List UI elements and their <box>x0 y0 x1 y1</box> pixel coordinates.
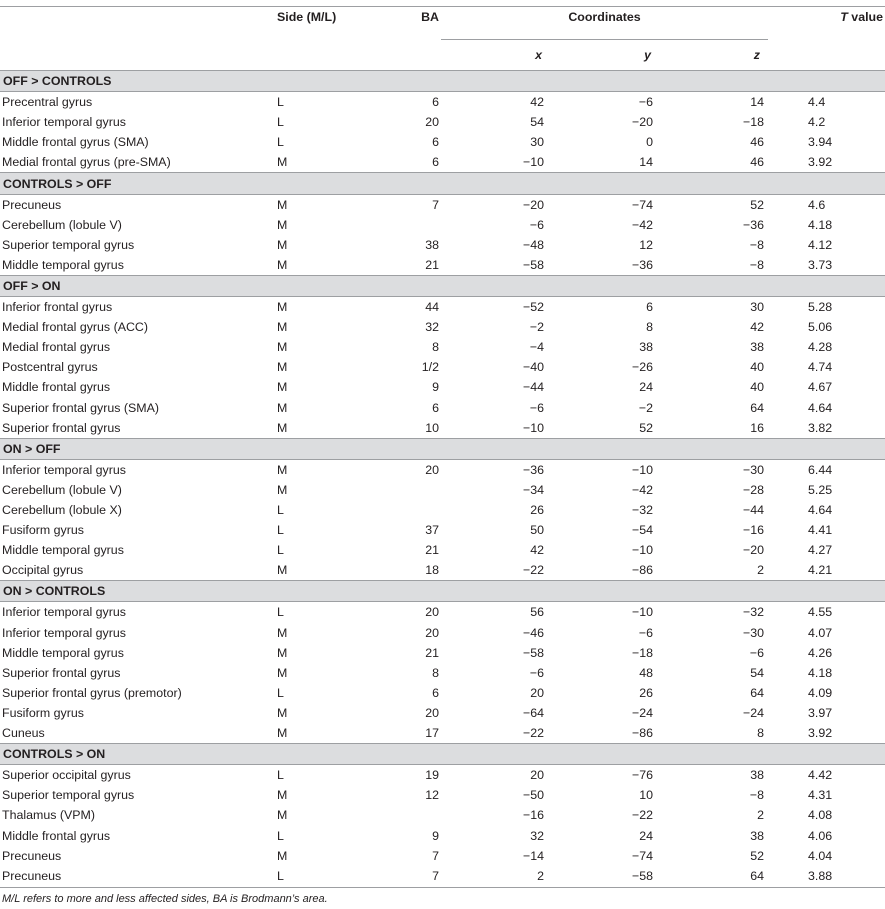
side-cell: L <box>277 115 284 130</box>
table-row <box>0 480 885 500</box>
x-cell: 54 <box>530 115 544 130</box>
side-cell: M <box>277 462 288 477</box>
x-cell: 20 <box>530 768 544 783</box>
t-value-cell: 4.04 <box>808 848 833 863</box>
y-cell: −42 <box>631 217 653 232</box>
ba-cell: 9 <box>432 828 439 843</box>
y-cell: 14 <box>639 155 653 170</box>
ba-cell: 21 <box>425 257 439 272</box>
t-value-cell: 4.18 <box>808 665 833 680</box>
region-cell: Superior frontal gyrus <box>2 665 121 680</box>
x-cell: 30 <box>530 135 544 150</box>
y-cell: −42 <box>631 482 653 497</box>
z-cell: −24 <box>742 705 764 720</box>
z-cell: −28 <box>742 482 764 497</box>
side-cell: M <box>277 808 288 823</box>
header-side: Side (M/L) <box>277 10 337 24</box>
table-row <box>0 500 885 520</box>
region-cell: Medial frontal gyrus <box>2 340 111 355</box>
region-cell: Occipital gyrus <box>2 563 84 578</box>
region-cell: Medial frontal gyrus (ACC) <box>2 320 148 335</box>
table-row <box>0 785 885 805</box>
table-row <box>0 377 885 397</box>
side-cell: M <box>277 197 288 212</box>
ba-cell: 8 <box>432 340 439 355</box>
x-cell: 20 <box>530 685 544 700</box>
table-row <box>0 317 885 337</box>
x-cell: −6 <box>529 400 544 415</box>
x-cell: −14 <box>522 848 544 863</box>
table-row <box>0 623 885 643</box>
header-z: z <box>655 40 768 71</box>
t-value-cell: 3.73 <box>808 257 833 272</box>
y-cell: −86 <box>631 726 653 741</box>
region-cell: Cerebellum (lobule V) <box>2 217 122 232</box>
z-cell: −18 <box>742 115 764 130</box>
x-cell: −22 <box>522 726 544 741</box>
z-cell: −32 <box>742 605 764 620</box>
z-cell: 42 <box>750 320 764 335</box>
t-value-cell: 4.2 <box>808 115 826 130</box>
ba-cell <box>352 480 441 500</box>
ba-cell: 20 <box>425 462 439 477</box>
z-cell: 40 <box>750 380 764 395</box>
side-cell: M <box>277 788 288 803</box>
z-cell: 2 <box>757 563 764 578</box>
t-value-cell: 4.09 <box>808 685 833 700</box>
side-cell: M <box>277 155 288 170</box>
ba-cell: 32 <box>425 320 439 335</box>
table-row <box>0 418 885 439</box>
table-row <box>0 520 885 540</box>
footnote: M/L refers to more and less affected sides, BA is Brodmann’s area. <box>2 893 328 905</box>
x-cell: −16 <box>522 808 544 823</box>
side-cell: M <box>277 848 288 863</box>
x-cell: −36 <box>522 462 544 477</box>
y-cell: −6 <box>638 95 653 110</box>
y-cell: −36 <box>631 257 653 272</box>
table-row <box>0 235 885 255</box>
t-value-cell: 3.94 <box>808 135 833 150</box>
table-row <box>0 540 885 560</box>
side-cell: M <box>277 625 288 640</box>
region-cell: Middle frontal gyrus (SMA) <box>2 135 149 150</box>
table-row <box>0 398 885 418</box>
region-cell: Postcentral gyrus <box>2 360 98 375</box>
x-cell: −40 <box>522 360 544 375</box>
y-cell: −32 <box>631 503 653 518</box>
t-value-cell: 4.41 <box>808 523 833 538</box>
y-cell: 0 <box>646 135 653 150</box>
table-row <box>0 112 885 132</box>
ba-cell: 20 <box>425 705 439 720</box>
t-value-cell: 4.18 <box>808 217 833 232</box>
z-cell: 52 <box>750 848 764 863</box>
z-cell: 46 <box>750 135 764 150</box>
x-cell: −10 <box>522 155 544 170</box>
table-row <box>0 683 885 703</box>
ba-cell <box>352 500 441 520</box>
region-cell: Fusiform gyrus <box>2 705 84 720</box>
y-cell: −10 <box>631 605 653 620</box>
y-cell: 26 <box>639 685 653 700</box>
ba-cell: 20 <box>425 625 439 640</box>
ba-cell: 6 <box>432 95 439 110</box>
t-value-cell: 4.06 <box>808 828 833 843</box>
y-cell: 12 <box>639 237 653 252</box>
y-cell: 38 <box>639 340 653 355</box>
z-cell: 64 <box>750 868 764 883</box>
x-cell: −46 <box>522 625 544 640</box>
y-cell: 8 <box>646 320 653 335</box>
side-cell: M <box>277 257 288 272</box>
x-cell: 2 <box>537 868 544 883</box>
y-cell: −26 <box>631 360 653 375</box>
t-value-cell: 3.92 <box>808 726 833 741</box>
header-ba: BA <box>421 10 439 24</box>
table-row <box>0 663 885 683</box>
x-cell: −44 <box>522 380 544 395</box>
x-cell: 42 <box>530 543 544 558</box>
y-cell: −6 <box>638 625 653 640</box>
t-value-cell: 3.82 <box>808 420 833 435</box>
table-row <box>0 152 885 173</box>
table-row <box>0 866 885 886</box>
y-cell: −74 <box>631 848 653 863</box>
x-cell: −34 <box>522 482 544 497</box>
t-value-cell: 4.08 <box>808 808 833 823</box>
ba-cell: 44 <box>425 300 439 315</box>
table-row <box>0 703 885 723</box>
ba-cell: 20 <box>425 115 439 130</box>
side-cell: L <box>277 768 284 783</box>
region-cell: Inferior frontal gyrus <box>2 300 113 315</box>
t-value-cell: 5.06 <box>808 320 833 335</box>
side-cell: M <box>277 482 288 497</box>
group-header-row <box>0 581 885 602</box>
ba-cell: 1/2 <box>421 360 439 375</box>
table-row <box>0 846 885 866</box>
ba-cell: 6 <box>432 685 439 700</box>
region-cell: Superior temporal gyrus <box>2 237 135 252</box>
results-table <box>0 6 885 886</box>
table-row <box>0 602 885 623</box>
region-cell: Middle temporal gyrus <box>2 645 124 660</box>
ba-cell: 12 <box>425 788 439 803</box>
x-cell: −52 <box>522 300 544 315</box>
header-region <box>0 6 268 40</box>
x-cell: −6 <box>529 217 544 232</box>
y-cell: −76 <box>631 768 653 783</box>
ba-cell: 9 <box>432 380 439 395</box>
ba-cell: 21 <box>425 645 439 660</box>
z-cell: 52 <box>750 197 764 212</box>
t-value-cell: 5.28 <box>808 300 833 315</box>
ba-cell: 37 <box>425 523 439 538</box>
side-cell: M <box>277 400 288 415</box>
region-cell: Superior frontal gyrus (SMA) <box>2 400 160 415</box>
x-cell: −4 <box>529 340 544 355</box>
y-cell: −18 <box>631 645 653 660</box>
side-cell: L <box>277 685 284 700</box>
region-cell: Inferior temporal gyrus <box>2 605 126 620</box>
z-cell: −8 <box>749 237 764 252</box>
t-value-cell: 4.74 <box>808 360 833 375</box>
side-cell: M <box>277 726 288 741</box>
y-cell: −10 <box>631 462 653 477</box>
z-cell: 40 <box>750 360 764 375</box>
x-cell: 42 <box>530 95 544 110</box>
z-cell: −16 <box>742 523 764 538</box>
t-value-cell: 4.31 <box>808 788 833 803</box>
side-cell: M <box>277 380 288 395</box>
side-cell: L <box>277 605 284 620</box>
x-cell: −6 <box>529 665 544 680</box>
y-cell: −10 <box>631 543 653 558</box>
region-cell: Cuneus <box>2 726 45 741</box>
ba-cell: 17 <box>425 726 439 741</box>
table-row <box>0 215 885 235</box>
x-cell: −58 <box>522 257 544 272</box>
t-value-cell: 4.64 <box>808 503 833 518</box>
ba-cell: 8 <box>432 665 439 680</box>
group-header-row <box>0 275 885 296</box>
t-value-cell: 3.92 <box>808 155 833 170</box>
y-cell: −86 <box>631 563 653 578</box>
group-label: ON > CONTROLS <box>0 581 885 602</box>
table-row <box>0 643 885 663</box>
table-header <box>0 6 885 71</box>
y-cell: −22 <box>631 808 653 823</box>
ba-cell: 7 <box>432 848 439 863</box>
header-y: y <box>546 40 655 71</box>
z-cell: 2 <box>757 808 764 823</box>
region-cell: Superior occipital gyrus <box>2 768 131 783</box>
table-row <box>0 723 885 744</box>
side-cell: L <box>277 95 284 110</box>
t-value-cell: 4.27 <box>808 543 833 558</box>
group-header-row <box>0 173 885 194</box>
region-cell: Cerebellum (lobule V) <box>2 482 122 497</box>
ba-cell <box>352 805 441 825</box>
side-cell: L <box>277 135 284 150</box>
y-cell: 52 <box>639 420 653 435</box>
x-cell: −48 <box>522 237 544 252</box>
side-cell: M <box>277 340 288 355</box>
t-value-cell: 4.28 <box>808 340 833 355</box>
region-cell: Precuneus <box>2 868 62 883</box>
group-header-row <box>0 744 885 765</box>
x-cell: −64 <box>522 705 544 720</box>
region-cell: Thalamus (VPM) <box>2 808 95 823</box>
y-cell: 24 <box>639 380 653 395</box>
y-cell: −20 <box>631 115 653 130</box>
x-cell: −2 <box>529 320 544 335</box>
z-cell: 38 <box>750 340 764 355</box>
x-cell: 32 <box>530 828 544 843</box>
y-cell: 6 <box>646 300 653 315</box>
region-cell: Inferior temporal gyrus <box>2 462 126 477</box>
table-row <box>0 255 885 276</box>
z-cell: 46 <box>750 155 764 170</box>
z-cell: 54 <box>750 665 764 680</box>
table-row <box>0 825 885 845</box>
t-value-cell: 4.42 <box>808 768 833 783</box>
x-cell: 50 <box>530 523 544 538</box>
y-cell: 24 <box>639 828 653 843</box>
header-t-italic: T <box>840 10 848 24</box>
ba-cell: 7 <box>432 868 439 883</box>
t-value-cell: 4.64 <box>808 400 833 415</box>
region-cell: Middle temporal gyrus <box>2 257 124 272</box>
footer-rule <box>0 887 885 888</box>
table-row <box>0 805 885 825</box>
side-cell: M <box>277 300 288 315</box>
table-row <box>0 297 885 318</box>
region-cell: Middle temporal gyrus <box>2 543 124 558</box>
region-cell: Precentral gyrus <box>2 95 93 110</box>
y-cell: −54 <box>631 523 653 538</box>
z-cell: 64 <box>750 400 764 415</box>
z-cell: −8 <box>749 257 764 272</box>
x-cell: −20 <box>522 197 544 212</box>
ba-cell: 6 <box>432 135 439 150</box>
header-coordinates: Coordinates <box>441 6 768 40</box>
side-cell: M <box>277 420 288 435</box>
t-value-cell: 4.21 <box>808 563 833 578</box>
header-x: x <box>441 40 546 71</box>
ba-cell: 10 <box>425 420 439 435</box>
region-cell: Middle frontal gyrus <box>2 828 111 843</box>
t-value-cell: 4.26 <box>808 645 833 660</box>
z-cell: 38 <box>750 828 764 843</box>
group-header-row <box>0 71 885 92</box>
region-cell: Precuneus <box>2 197 62 212</box>
t-value-cell: 5.25 <box>808 482 833 497</box>
side-cell: M <box>277 360 288 375</box>
ba-cell: 38 <box>425 237 439 252</box>
region-cell: Middle frontal gyrus <box>2 380 111 395</box>
t-value-cell: 3.97 <box>808 705 833 720</box>
region-cell: Precuneus <box>2 848 62 863</box>
side-cell: L <box>277 868 284 883</box>
side-cell: M <box>277 645 288 660</box>
side-cell: L <box>277 523 284 538</box>
table-row <box>0 765 885 786</box>
side-cell: L <box>277 543 284 558</box>
region-cell: Inferior temporal gyrus <box>2 625 126 640</box>
group-header-row <box>0 438 885 459</box>
group-label: ON > OFF <box>0 438 885 459</box>
t-value-cell: 4.4 <box>808 95 826 110</box>
z-cell: −6 <box>749 645 764 660</box>
t-value-cell: 4.12 <box>808 237 833 252</box>
side-cell: M <box>277 320 288 335</box>
table-row <box>0 132 885 152</box>
ba-cell: 21 <box>425 543 439 558</box>
side-cell: M <box>277 705 288 720</box>
z-cell: −20 <box>742 543 764 558</box>
region-cell: Inferior temporal gyrus <box>2 115 126 130</box>
side-cell: M <box>277 237 288 252</box>
table-row <box>0 560 885 581</box>
t-value-cell: 4.6 <box>808 197 826 212</box>
y-cell: −58 <box>631 868 653 883</box>
z-cell: 16 <box>750 420 764 435</box>
table-body <box>0 71 885 886</box>
z-cell: 64 <box>750 685 764 700</box>
header-t-rest: value <box>847 10 883 24</box>
x-cell: −10 <box>522 420 544 435</box>
region-cell: Superior temporal gyrus <box>2 788 135 803</box>
t-value-cell: 4.67 <box>808 380 833 395</box>
z-cell: −8 <box>749 788 764 803</box>
group-label: CONTROLS > OFF <box>0 173 885 194</box>
z-cell: −30 <box>742 462 764 477</box>
y-cell: 10 <box>639 788 653 803</box>
ba-cell: 6 <box>432 400 439 415</box>
y-cell: −74 <box>631 197 653 212</box>
z-cell: −36 <box>742 217 764 232</box>
ba-cell: 6 <box>432 155 439 170</box>
t-value-cell: 6.44 <box>808 462 833 477</box>
group-label: OFF > ON <box>0 275 885 296</box>
table-row <box>0 357 885 377</box>
table-row <box>0 194 885 215</box>
side-cell: M <box>277 217 288 232</box>
t-value-cell: 4.07 <box>808 625 833 640</box>
t-value-cell: 4.55 <box>808 605 833 620</box>
group-label: OFF > CONTROLS <box>0 71 885 92</box>
x-cell: 26 <box>530 503 544 518</box>
side-cell: M <box>277 563 288 578</box>
table-row <box>0 459 885 480</box>
side-cell: L <box>277 828 284 843</box>
region-cell: Medial frontal gyrus (pre-SMA) <box>2 155 171 170</box>
ba-cell <box>352 215 441 235</box>
t-value-cell: 3.88 <box>808 868 833 883</box>
y-cell: −2 <box>638 400 653 415</box>
side-cell: M <box>277 665 288 680</box>
ba-cell: 7 <box>432 197 439 212</box>
region-cell: Superior frontal gyrus <box>2 420 121 435</box>
x-cell: −50 <box>522 788 544 803</box>
y-cell: −24 <box>631 705 653 720</box>
side-cell: L <box>277 503 284 518</box>
x-cell: −58 <box>522 645 544 660</box>
z-cell: 8 <box>757 726 764 741</box>
x-cell: −22 <box>522 563 544 578</box>
region-cell: Cerebellum (lobule X) <box>2 503 122 518</box>
z-cell: 38 <box>750 768 764 783</box>
group-label: CONTROLS > ON <box>0 744 885 765</box>
z-cell: 30 <box>750 300 764 315</box>
x-cell: 56 <box>530 605 544 620</box>
z-cell: −44 <box>742 503 764 518</box>
ba-cell: 18 <box>425 563 439 578</box>
ba-cell: 20 <box>425 605 439 620</box>
region-cell: Superior frontal gyrus (premotor) <box>2 685 182 700</box>
header-t-value <box>768 6 885 40</box>
region-cell: Fusiform gyrus <box>2 523 84 538</box>
z-cell: −30 <box>742 625 764 640</box>
ba-cell: 19 <box>425 768 439 783</box>
y-cell: 48 <box>639 665 653 680</box>
table-row <box>0 92 885 113</box>
z-cell: 14 <box>750 95 764 110</box>
table-row <box>0 337 885 357</box>
